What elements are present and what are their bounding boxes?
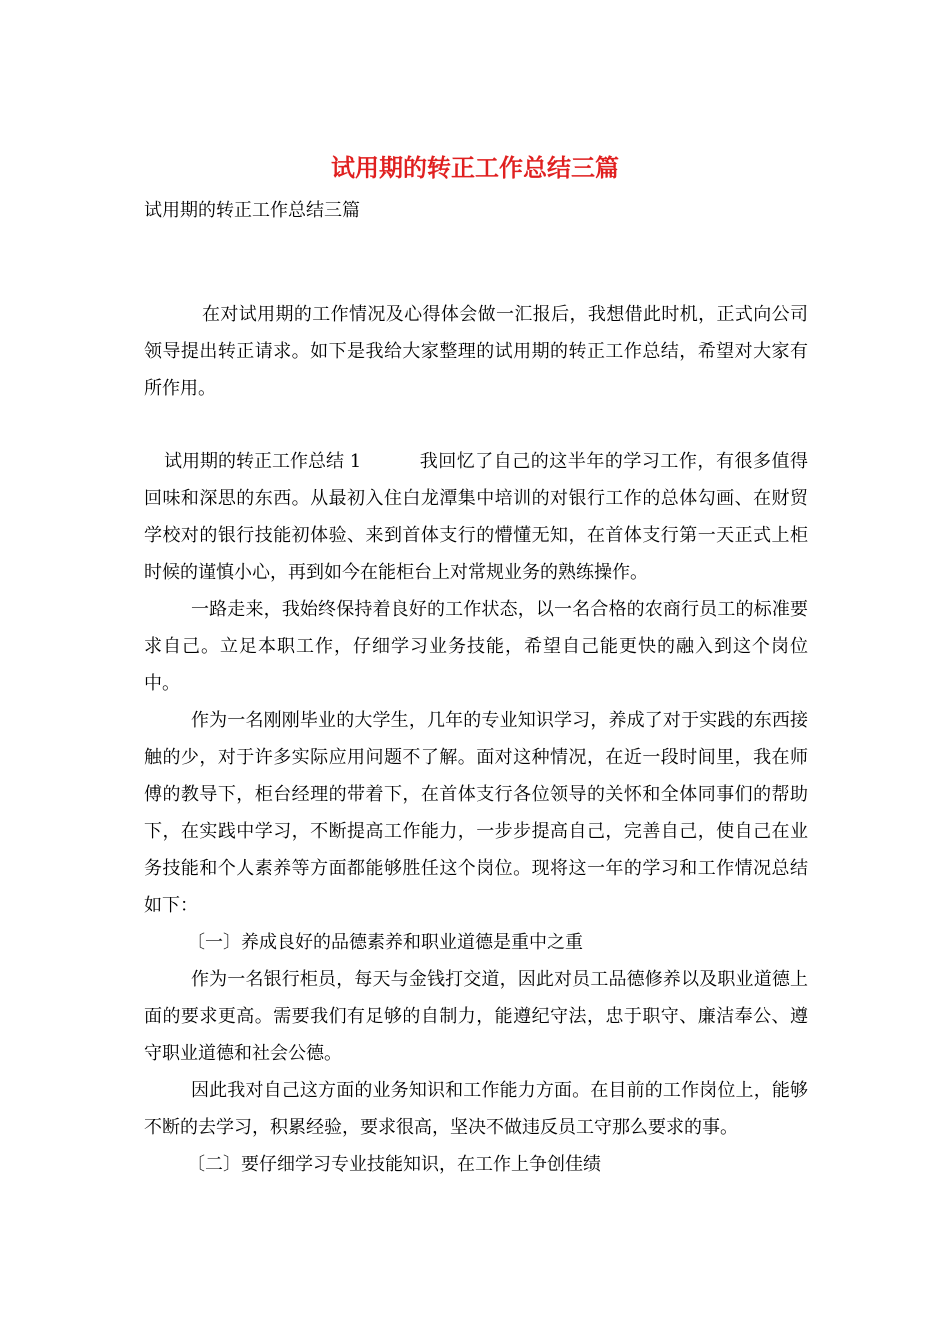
paragraph-gap (144, 407, 808, 443)
section1-paragraph-3: 作为一名刚刚毕业的大学生，几年的专业知识学习，养成了对于实践的东西接触的少，对于许多实际应用问题不了解。面对这种情况，在近一段时间里，我在师傅的教导下，柜台经理的带着下，在首体支行各位领导的关怀和全体同事们的帮助下，在实践中学习，不断提高工作能力，一步步提高自己，完善自己，使自己在业务技能和个人素养等方面都能够胜任这个岗位。现将这一年的学习和工作情况总结如下： (144, 710, 808, 916)
section1-paragraph-2: 一路走来，我始终保持着良好的工作状态，以一名合格的农商行员工的标准要求自己。立足本职工作，仔细学习业务技能，希望自己能更快的融入到这个岗位中。 (144, 599, 808, 694)
item1-paragraph-2: 因此我对自己这方面的业务知识和工作能力方面。在目前的工作岗位上，能够不断的去学习，积累经验，要求很高，坚决不做违反员工守那么要求的事。 (144, 1080, 808, 1138)
item2-heading: 〔二〕要仔细学习专业技能知识，在工作上争创佳绩 (187, 1154, 601, 1175)
document-subtitle: 试用期的转正工作总结三篇 (144, 200, 360, 221)
item1-paragraph-1: 作为一名银行柜员，每天与金钱打交道，因此对员工品德修养以及职业道德上面的要求更高。需要我们有足够的自制力，能遵纪守法，忠于职守、廉洁奉公、遵守职业道德和社会公德。 (144, 969, 808, 1064)
section1-text: 我回忆了自己的这半年的学习工作，有很多值得回味和深思的东西。从最初入住白龙潭集中培训的对银行工作的总体勾画、在财贸学校对的银行技能初体验、来到首体支行的懵懂无知，在首体支行第一天正式上柜时候的谨慎小心，再到如今在能柜台上对常规业务的熟练操作。 (144, 451, 808, 583)
document-body (144, 296, 808, 1183)
section1-heading: 试用期的转正工作总结 1 (164, 451, 362, 472)
item1-heading: 〔一〕养成良好的品德素养和职业道德是重中之重 (187, 932, 583, 953)
section1-paragraph (144, 443, 808, 591)
document-title: 试用期的转正工作总结三篇 (331, 153, 619, 182)
intro-paragraph: 在对试用期的工作情况及心得体会做一汇报后，我想借此时机，正式向公司领导提出转正请求。如下是我给大家整理的试用期的转正工作总结，希望对大家有所作用。 (144, 304, 808, 399)
